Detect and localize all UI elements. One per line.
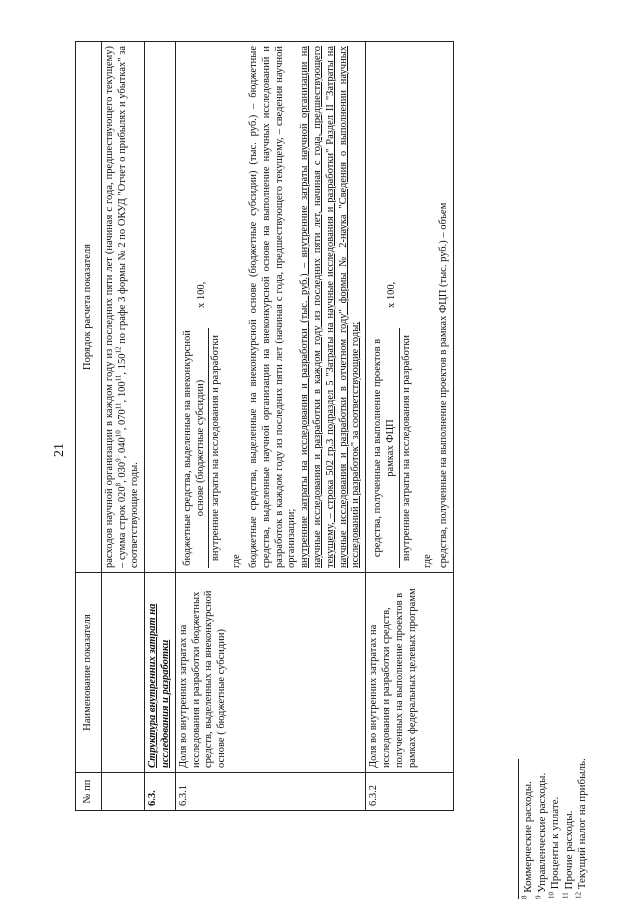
footnote-item: $^8$ Коммерческие расходы. <box>520 781 534 899</box>
fraction <box>372 328 413 568</box>
page-number: 21 <box>52 443 67 457</box>
header-name: Наименование показателя <box>76 573 102 773</box>
row-num: 6.3.2 <box>366 773 454 811</box>
formula <box>372 46 413 568</box>
section-num: 6.3. <box>145 773 176 811</box>
formula <box>182 46 223 568</box>
footnote-item: $^9$ Управленческие расходы. <box>533 772 548 899</box>
formula-denominator: внутренние затраты на исследования и разработки <box>210 334 222 562</box>
formula-numerator: средства, полученные на выполнение проектов в рамках ФЦП <box>372 328 400 568</box>
header-num: № пп <box>76 773 102 811</box>
footnotes <box>518 499 590 899</box>
where-label: где <box>231 554 243 568</box>
definition-1: бюджетные средства, выделенные на внеконкурсной основе (бюджетные субсидии) (тыс. руб.) – бюджетные средства, выделенные научной организации на внеконкурсной основе на выполнение научных исследований и разработок в каждом году из последних пяти лет (начиная с года, предшествующего текущему, – сведения научной организации; <box>247 46 298 568</box>
table-row-section <box>145 42 176 811</box>
calc-cell <box>366 42 454 573</box>
footnote-divider <box>518 759 519 899</box>
definition-2: внутренние затраты на исследования и разработки (тыс. руб.) – внутренние затраты научной организации на научные исследования и разработки в каждом году из последних пяти лет, начиная с года, предшествующего текущему, – строка 502 гр.3 подраздел 5 "Затраты на научные исследования и разработки" Раздел II "Затраты на научные исследования и разработки в отчетном году" формы № 2-наука "Сведения о выполнении научных исследований и разработок" за соответствующие годы; <box>299 46 362 568</box>
fraction <box>182 328 223 568</box>
cell-empty <box>101 573 144 773</box>
section-title: Структура внутренних затрат на исследования и разработки <box>145 573 176 773</box>
formula-multiplier: x 100, <box>386 281 398 308</box>
formula-denominator: внутренние затраты на исследования и разработки <box>400 334 412 562</box>
footnote-item: $^{12}$ Текущий налог на прибыль. <box>574 758 588 899</box>
indicator-table <box>75 41 454 811</box>
calc-cell <box>175 42 365 573</box>
row-num: 6.3.1 <box>175 773 365 811</box>
table-row-6-3-1 <box>175 42 365 811</box>
header-calc: Порядок расчета показателя <box>76 42 102 573</box>
continued-calc-text: расходов научной организации в каждом году из последних пяти лет (начиная с года, предшествующего текущему) – сумма строк $020^8$, $030^9$, $040^{10}$, $070^{11}$, $100^{11}$, $150^{12}$ по графе 3 формы № 2 по ОКУД "Отчет о прибылях и убытках" за соответствующие годы. <box>101 42 144 573</box>
table-row-6-3-2 <box>366 42 454 811</box>
where-label: где <box>421 554 433 568</box>
indicator-name: Доля во внутренних затратах на исследования и разработки средств, полученных на выполнение проектов в рамках федеральных целевых программ <box>366 573 454 773</box>
table-row-continued <box>101 42 144 811</box>
formula-multiplier: x 100, <box>196 281 208 308</box>
cell-empty <box>145 42 176 573</box>
footnote-item: $^{11}$ Прочие расходы. <box>560 810 575 899</box>
footnote-item: $^{10}$ Проценты к уплате. <box>547 796 561 899</box>
cell-empty <box>101 773 144 811</box>
definition-1: средства, полученные на выполнение проектов в рамках ФЦП (тыс. руб.) – объем <box>438 202 450 568</box>
table-header-row <box>76 42 102 811</box>
formula-numerator: бюджетные средства, выделенные на внеконкурсной основе (бюджетные субсидии) <box>182 328 210 568</box>
indicator-name: Доля во внутренних затратах на исследования и разработки бюджетных средств, выделенных на внеконкурсной основе ( бюджетные субсидии) <box>175 573 365 773</box>
